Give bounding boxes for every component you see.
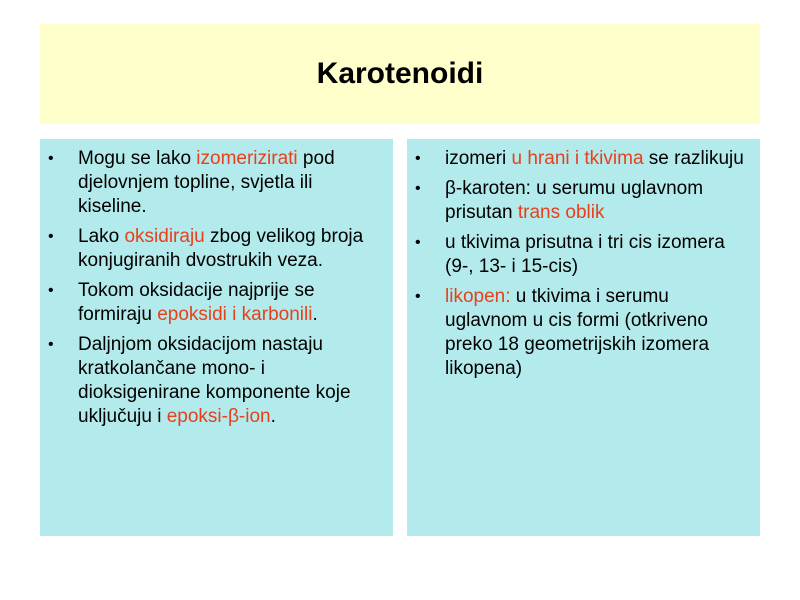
text-segment: . (270, 406, 276, 427)
highlighted-text: u hrani i tkivima (511, 148, 644, 169)
left-bullet-item (48, 225, 383, 273)
bullet-icon: • (48, 150, 54, 167)
bullet-icon: • (415, 234, 421, 251)
highlighted-text: epoksi-β-ion (166, 406, 271, 427)
right-bullet-list (415, 147, 750, 381)
right-bullet-item (415, 231, 750, 279)
right-bullet-item (415, 177, 750, 225)
left-bullet-item (48, 333, 383, 429)
bullet-icon: • (415, 180, 421, 197)
text-segment: β-karoten: u serumu uglavnom prisutan (445, 178, 704, 223)
left-panel (40, 139, 393, 536)
right-panel (407, 139, 760, 536)
text-segment: Tokom oksidacije najprije se formiraju (78, 280, 315, 325)
slide-title: Karotenoidi (316, 57, 484, 90)
text-segment: Daljnjom oksidacijom nastaju kratkolančane mono- i dioksigenirane komponente koje uključuju i (78, 334, 351, 427)
highlighted-text: likopen: (445, 286, 511, 307)
text-segment: izomeri (445, 148, 512, 169)
left-bullet-item (48, 279, 383, 327)
text-segment: se razlikuju (643, 148, 744, 169)
right-bullet-item (415, 147, 750, 171)
highlighted-text: epoksidi i karbonili (157, 304, 313, 325)
text-segment: zbog velikog broja konjugiranih dvostrukih veza. (78, 226, 364, 271)
left-bullet-item (48, 147, 383, 219)
text-segment: . (312, 304, 318, 325)
bullet-icon: • (48, 282, 54, 299)
highlighted-text: trans oblik (517, 202, 605, 223)
right-bullet-item (415, 285, 750, 381)
bullet-icon: • (415, 150, 421, 167)
bullet-icon: • (48, 336, 54, 353)
bullet-icon: • (48, 228, 54, 245)
text-segment: u tkivima prisutna i tri cis izomera (9-, 13- i 15-cis) (445, 232, 725, 277)
title-banner (40, 24, 760, 124)
highlighted-text: oksidiraju (124, 226, 205, 247)
text-segment: Mogu se lako (78, 148, 197, 169)
highlighted-text: izomerizirati (196, 148, 298, 169)
bullet-icon: • (415, 288, 421, 305)
left-bullet-list (48, 147, 383, 429)
text-segment: u tkivima i serumu uglavnom u cis formi (otkriveno preko 18 geometrijskih izomera likopena) (445, 286, 710, 379)
text-segment: pod djelovnjem topline, svjetla ili kiseline. (78, 148, 335, 217)
text-segment: Lako (78, 226, 125, 247)
